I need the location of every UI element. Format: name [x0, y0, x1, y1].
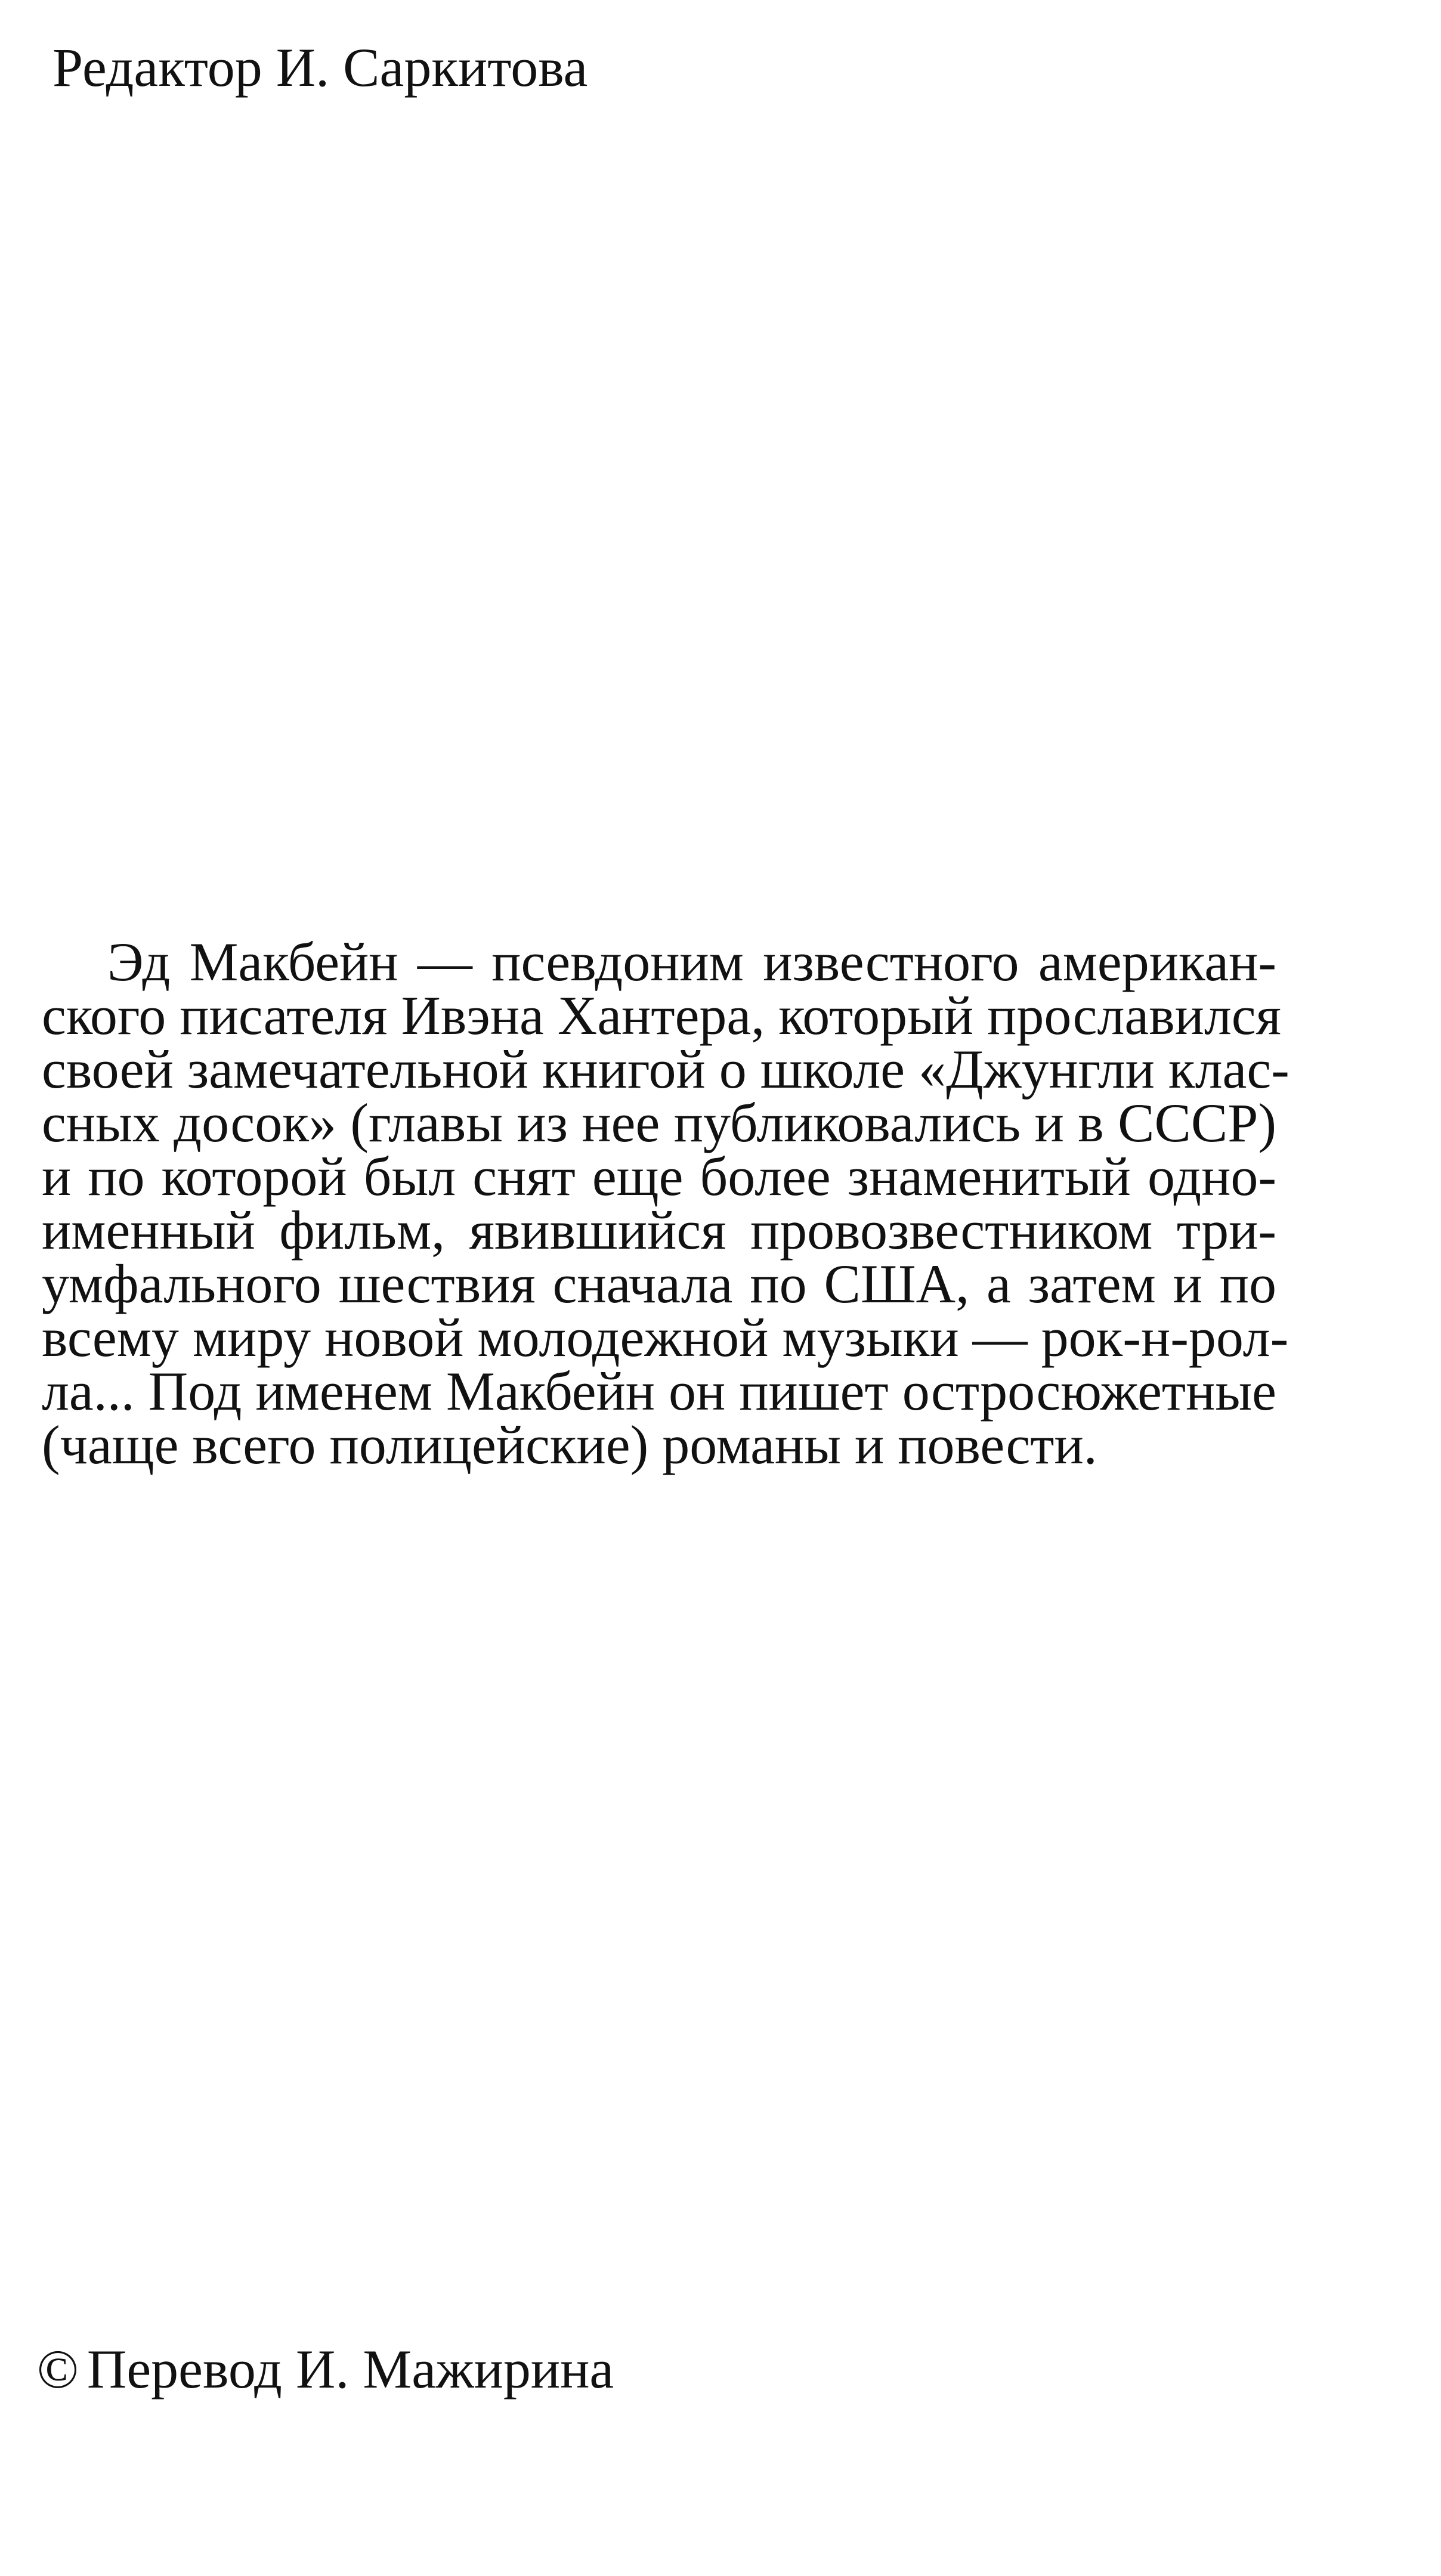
annotation-line: своей замечательной книгой о школе «Джунгли клас-	[42, 1039, 1290, 1100]
translator-credit: Перевод И. Мажирина	[86, 2339, 614, 2399]
translation-copyright	[37, 2330, 614, 2408]
book-annotation	[42, 931, 1290, 1475]
annotation-line: (чаще всего полицейские) романы и повести.	[42, 1414, 1097, 1475]
annotation-line: ского писателя Ивэна Хантера, который прославился	[42, 985, 1281, 1046]
annotation-line: именный фильм, явившийся провозвестником три-	[42, 1200, 1276, 1261]
copyright-icon: ©	[37, 2339, 79, 2399]
annotation-line: сных досок» (главы из нее публиковались и в СССР)	[42, 1092, 1276, 1153]
annotation-line: ла... Под именем Макбейн он пишет остросюжетные	[42, 1361, 1276, 1422]
editor-credit: Редактор И. Саркитова	[52, 37, 588, 98]
annotation-line: Эд Макбейн — псевдоним известного американ-	[107, 931, 1276, 992]
annotation-line: всему миру новой молодежной музыки — рок-н-рол-	[42, 1307, 1289, 1368]
annotation-line: умфального шествия сначала по США, а затем и по	[42, 1253, 1276, 1314]
annotation-line: и по которой был снят еще более знаменитый одно-	[42, 1146, 1276, 1207]
